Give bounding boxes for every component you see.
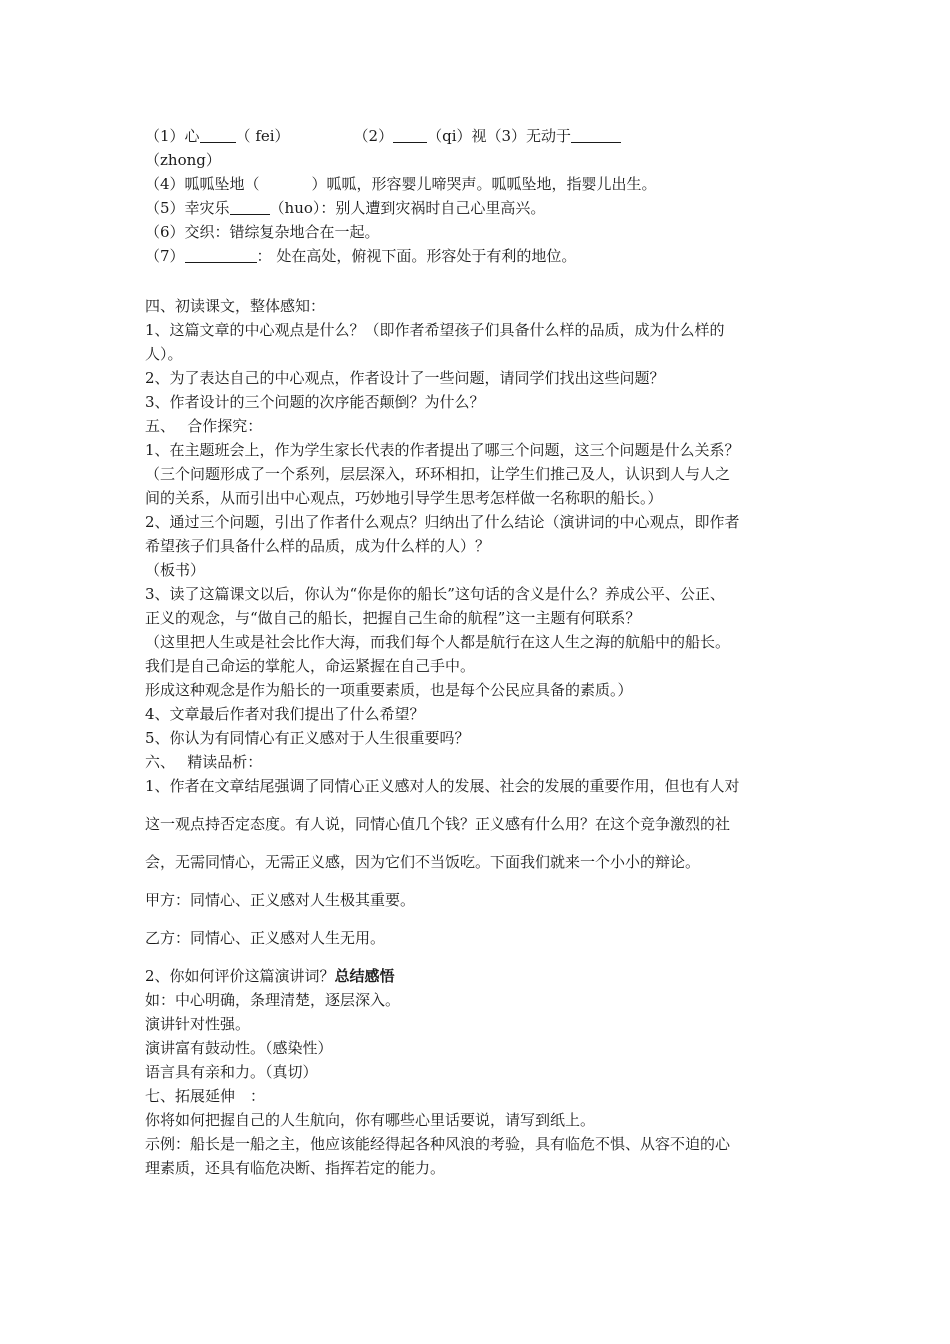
vocab-item-1-label: （1）心 [145,127,200,145]
vocab-line-2: （zhong） [145,151,221,169]
sec6-line-7: 演讲针对性强。 [145,1015,251,1033]
vocab-item-7-text: ： 处在高处，俯视下面。形容处于有利的地位。 [256,247,577,265]
sec5-line-1: 1、在主题班会上，作为学生家长代表的作者提出了哪三个问题，这三个问题是什么关系？ [145,441,740,459]
sec4-q1-line1: 1、这篇文章的中心观点是什么？（即作者希望孩子们具备什么样的品质，成为什么样的 [145,321,725,339]
vocab-item-4-label: （4）呱呱坠地（ [145,175,260,193]
sec5-line-5: 希望孩子们具备什么样的品质，成为什么样的人）？ [145,537,491,555]
section-5-heading: 五、 合作探究： [145,417,263,435]
pinyin-fei: （ fei） [235,127,290,145]
sec7-line-1: 你将如何把握自己的人生航向，你有哪些心里话要说，请写到纸上。 [145,1111,596,1129]
sec5-line-6: （板书） [145,561,206,579]
blank-1[interactable] [200,126,236,143]
sec6-line-9: 语言具有亲和力。（真切） [145,1063,318,1081]
vocab-line-4 [145,196,815,220]
vocab-item-2-label: （2） [353,127,394,145]
sec6-line-1: 1、作者在文章结尾强调了同情心正义感对人的发展、社会的发展的重要作用，但也有人对 [145,777,740,795]
vocab-line-6 [145,244,815,268]
sec7-line-3: 理素质，还具有临危决断、指挥若定的能力。 [145,1159,446,1177]
blank-3[interactable] [571,126,621,143]
sec5-line-13: 5、你认为有同情心有正义感对于人生很重要吗？ [145,729,470,747]
sec5-line-8: 正义的观念，与“做自己的船长，把握自己生命的航程”这一主题有何联系？ [145,609,641,627]
sec4-q2: 2、为了表达自己的中心观点，作者设计了一些问题，请同学们找出这些问题？ [145,369,665,387]
vocab-item-5-text: （huo）：别人遭到灾祸时自己心里高兴。 [269,199,546,217]
sec7-line-2: 示例：船长是一船之主，他应该能经得起各种风浪的考验，具有临危不惧、从容不迫的心 [145,1135,731,1153]
section-7-heading: 七、拓展延伸 ： [145,1087,266,1105]
sec5-line-4: 2、通过三个问题，引出了作者什么观点？归纳出了什么结论（演讲词的中心观点，即作者 [145,513,740,531]
vocab-line-5: （6）交织：错综复杂地合在一起。 [145,223,380,241]
sec6-side-a: 甲方：同情心、正义感对人生极其重要。 [145,891,416,909]
sec6-line-2: 这一观点持否定态度。有人说，同情心值几个钱？正义感有什么用？在这个竞争激烈的社 [145,815,731,833]
document-page [145,124,815,1180]
section-4-heading: 四、初读课文，整体感知： [145,297,326,315]
section-6-heading: 六、 精读品析： [145,753,263,771]
sec6-line-8: 演讲富有鼓动性。（感染性） [145,1039,333,1057]
sec5-line-10: 我们是自己命运的掌舵人，命运紧握在自己手中。 [145,657,476,675]
blank-7[interactable] [185,246,257,263]
vocab-item-4-text: ）呱呱，形容婴儿啼哭声。呱呱坠地，指婴儿出生。 [311,175,657,193]
sec6-side-b: 乙方：同情心、正义感对人生无用。 [145,929,386,947]
vocab-item-5-label: （5）幸灾乐 [145,199,230,217]
vocab-line-1 [145,124,815,148]
sec6-q2-bold: 总结感悟 [334,967,395,985]
sec5-line-12: 4、文章最后作者对我们提出了什么希望？ [145,705,425,723]
sec6-q2 [145,964,815,988]
sec5-line-3: 间的关系，从而引出中心观点，巧妙地引导学生思考怎样做一名称职的船长。） [145,489,663,507]
vocab-line-3 [145,172,815,196]
blank-5[interactable] [230,198,270,215]
vocab-item-7-label: （7） [145,247,185,265]
sec5-line-2: （三个问题形成了一个系列，层层深入，环环相扣，让学生们推己及人，认识到人与人之 [145,465,731,483]
sec6-line-3: 会，无需同情心，无需正义感，因为它们不当饭吃。下面我们就来一个小小的辩论。 [145,853,701,871]
vocab-item-2-3-text: （qi）视（3）无动于 [427,127,572,145]
sec5-line-9: （这里把人生或是社会比作大海，而我们每个人都是航行在这人生之海的航船中的船长。 [145,633,731,651]
sec5-line-11: 形成这种观念是作为船长的一项重要素质，也是每个公民应具备的素质。） [145,681,633,699]
sec4-q3: 3、作者设计的三个问题的次序能否颠倒？为什么？ [145,393,485,411]
sec5-line-7: 3、读了这篇课文以后，你认为“你是你的船长”这句话的含义是什么？养成公平、公正、 [145,585,725,603]
blank-2[interactable] [393,126,427,143]
sec6-line-6: 如：中心明确，条理清楚，逐层深入。 [145,991,401,1009]
sec6-q2-text: 2、你如何评价这篇演讲词？ [145,967,335,985]
sec4-q1-line2: 人）。 [145,345,183,363]
